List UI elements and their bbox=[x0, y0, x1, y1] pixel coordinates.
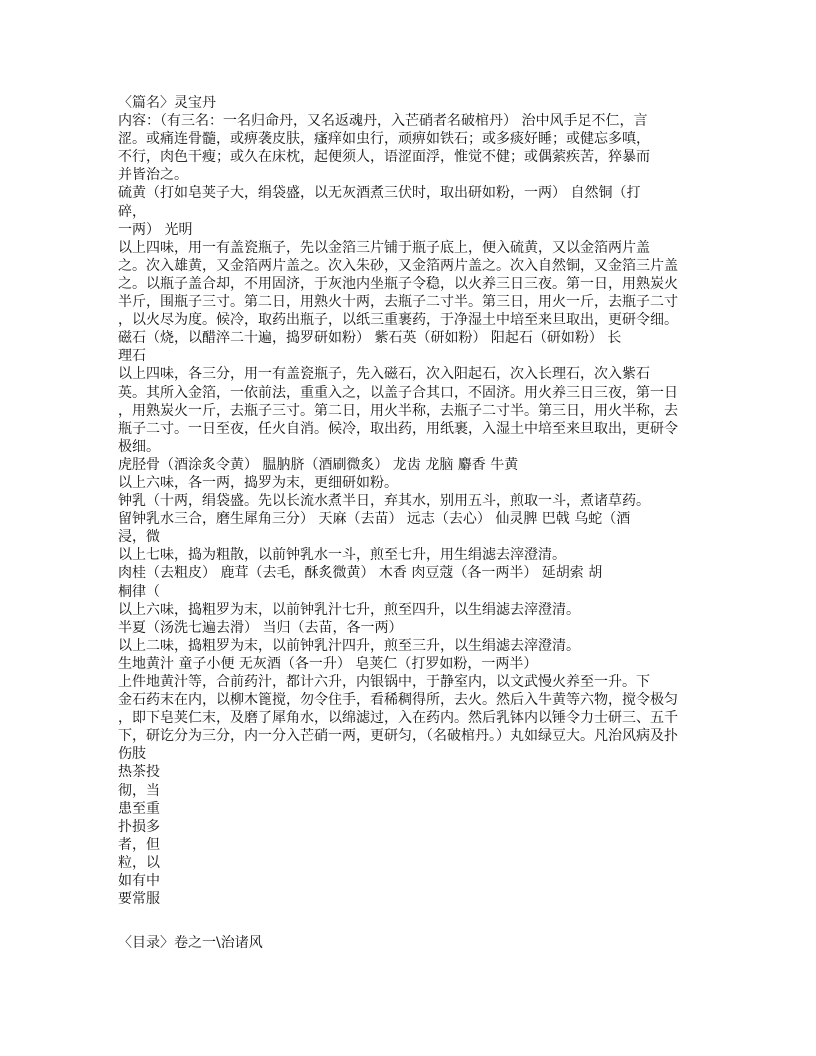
text-line: ，以火尽为度。候冷，取药出瓶子，以纸三重裹药，于净湿土中培至来旦取出，更研令细。 bbox=[118, 312, 678, 329]
text-line: 要常服 bbox=[118, 891, 160, 908]
text-line: 患至重 bbox=[118, 800, 160, 817]
text-line: 者，但 bbox=[118, 836, 160, 853]
text-line: 半斤，围瓶子三寸。第二日，用熟火十两，去瓶子二寸半。第三日，用火一斤，去瓶子二寸 bbox=[118, 294, 678, 311]
text-line: ，即下皂荚仁末，及磨了犀角水，以绵滤过，入在药内。然后乳钵内以锤令力士研三、五千 bbox=[118, 710, 678, 727]
text-line: 肉桂（去粗皮） 鹿茸（去毛，酥炙微黄） 木香 肉豆蔻（各一两半） 延胡索 胡 bbox=[118, 565, 603, 582]
toc-line: 〈目录〉卷之一\治诸风 bbox=[118, 935, 263, 952]
text-line: 浸，微 bbox=[118, 529, 160, 546]
text-line: 以上四味，各三分，用一有盖瓷瓶子，先入磁石，次入阳起石，次入长理石，次入紫石 bbox=[118, 366, 650, 383]
document-page bbox=[118, 94, 708, 952]
text-line: 桐律（ bbox=[118, 583, 160, 600]
text-line: 虎胫骨（酒涂炙令黄） 腽肭脐（酒刷微炙） 龙齿 龙脑 麝香 牛黄 bbox=[118, 456, 519, 473]
text-line: 并皆治之。 bbox=[118, 167, 188, 184]
text-line: 以上四味，用一有盖瓷瓶子，先以金箔三片铺于瓶子底上，便入硫黄，又以金箔两片盖 bbox=[118, 239, 650, 256]
text-line: 热茶投 bbox=[118, 764, 160, 781]
text-line: 以上六味，各一两，捣罗为末，更细研如粉。 bbox=[118, 474, 398, 491]
text-line: 极细。 bbox=[118, 438, 160, 455]
text-line: 以上二味，捣粗罗为末，以前钟乳汁四升，煎至三升，以生绢滤去滓澄清。 bbox=[118, 637, 580, 654]
text-line: 瓶子二寸。一日至夜，任火自消。候冷，取出药，用纸裹，入湿土中培至来旦取出，更研令 bbox=[118, 420, 678, 437]
text-line: 硫黄（打如皂荚子大，绢袋盛，以无灰酒煮三伏时，取出研如粉，一两） 自然铜（打 bbox=[118, 185, 641, 202]
text-line: 伤肢 bbox=[118, 746, 146, 763]
text-line: 一两） 光明 bbox=[118, 221, 193, 238]
text-line: 留钟乳水三合，磨生犀角三分） 天麻（去苗） 远志（去心） 仙灵脾 巴戟 乌蛇（酒 bbox=[118, 511, 631, 528]
text-line: 内容：（有三名：一名归命丹，又名返魂丹，入芒硝者名破棺丹） 治中风手足不仁，言 bbox=[118, 113, 648, 130]
text-line: 生地黄汁 童子小便 无灰酒（各一升） 皂荚仁（打罗如粉，一两半） bbox=[118, 655, 538, 672]
text-line: 钟乳（十两，绢袋盛。先以长流水煮半日，弃其水，别用五斗，煎取一斗，煮诸草药。 bbox=[118, 493, 650, 510]
text-line: 上件地黄汁等，合前药汁，都计六升，内银锅中，于静室内，以文武慢火养至一升。下 bbox=[118, 674, 650, 690]
document-title: 〈篇名〉灵宝丹 bbox=[118, 95, 216, 111]
text-line: 磁石（烧，以醋淬二十遍，捣罗研如粉） 紫石英（研如粉） 阳起石（研如粉） 长 bbox=[118, 330, 622, 347]
text-line: 半夏（汤洗七遍去滑） 当归（去苗，各一两） bbox=[118, 619, 403, 636]
document-body bbox=[118, 94, 708, 908]
text-line: 之。次入雄黄，又金箔两片盖之。次入朱砂，又金箔两片盖之。次入自然铜，又金箔三片盖 bbox=[118, 257, 678, 274]
text-line: 如有中 bbox=[118, 873, 160, 890]
text-line: 粒，以 bbox=[118, 854, 160, 871]
text-line: ，用熟炭火一斤，去瓶子三寸。第二日，用火半称，去瓶子二寸半。第三日，用火半称，去 bbox=[118, 402, 678, 419]
text-line: 英。其所入金箔，一依前法，重重入之，以盖子合其口，不固济。用火养三日三夜，第一日 bbox=[118, 384, 678, 401]
text-line: 以上六味，捣粗罗为末，以前钟乳汁七升，煎至四升，以生绢滤去滓澄清。 bbox=[118, 601, 580, 618]
text-line: 之。以瓶子盖合却，不用固济，于灰池内坐瓶子令稳，以火养三日三夜。第一日，用熟炭火 bbox=[118, 275, 678, 292]
text-line: 扑损多 bbox=[118, 818, 160, 835]
text-line: 下，研讫分为三分，内一分入芒硝一两，更研匀，（名破棺丹。）丸如绿豆大。凡治风病及扑 bbox=[118, 728, 678, 745]
text-line: 涩。或痛连骨髓，或痹袭皮肤，瘙痒如虫行，顽痹如铁石；或多痰好睡；或健忘多嗔， bbox=[118, 131, 650, 148]
text-line: 以上七味，捣为粗散，以前钟乳水一斗，煎至七升，用生绢滤去滓澄清。 bbox=[118, 547, 566, 564]
text-line: 彻，当 bbox=[118, 782, 160, 799]
text-line: 理石 bbox=[118, 348, 146, 365]
text-line: 不行，肉色干瘦；或久在床枕，起便须人，语涩面浮，惟觉不健；或偶萦疾苦，猝暴而 bbox=[118, 149, 650, 166]
text-line: 金石药末在内，以柳木篦搅，勿令住手，看稀稠得所，去火。然后入牛黄等六物，搅令极匀 bbox=[118, 692, 678, 709]
text-line: 碎， bbox=[118, 203, 146, 220]
